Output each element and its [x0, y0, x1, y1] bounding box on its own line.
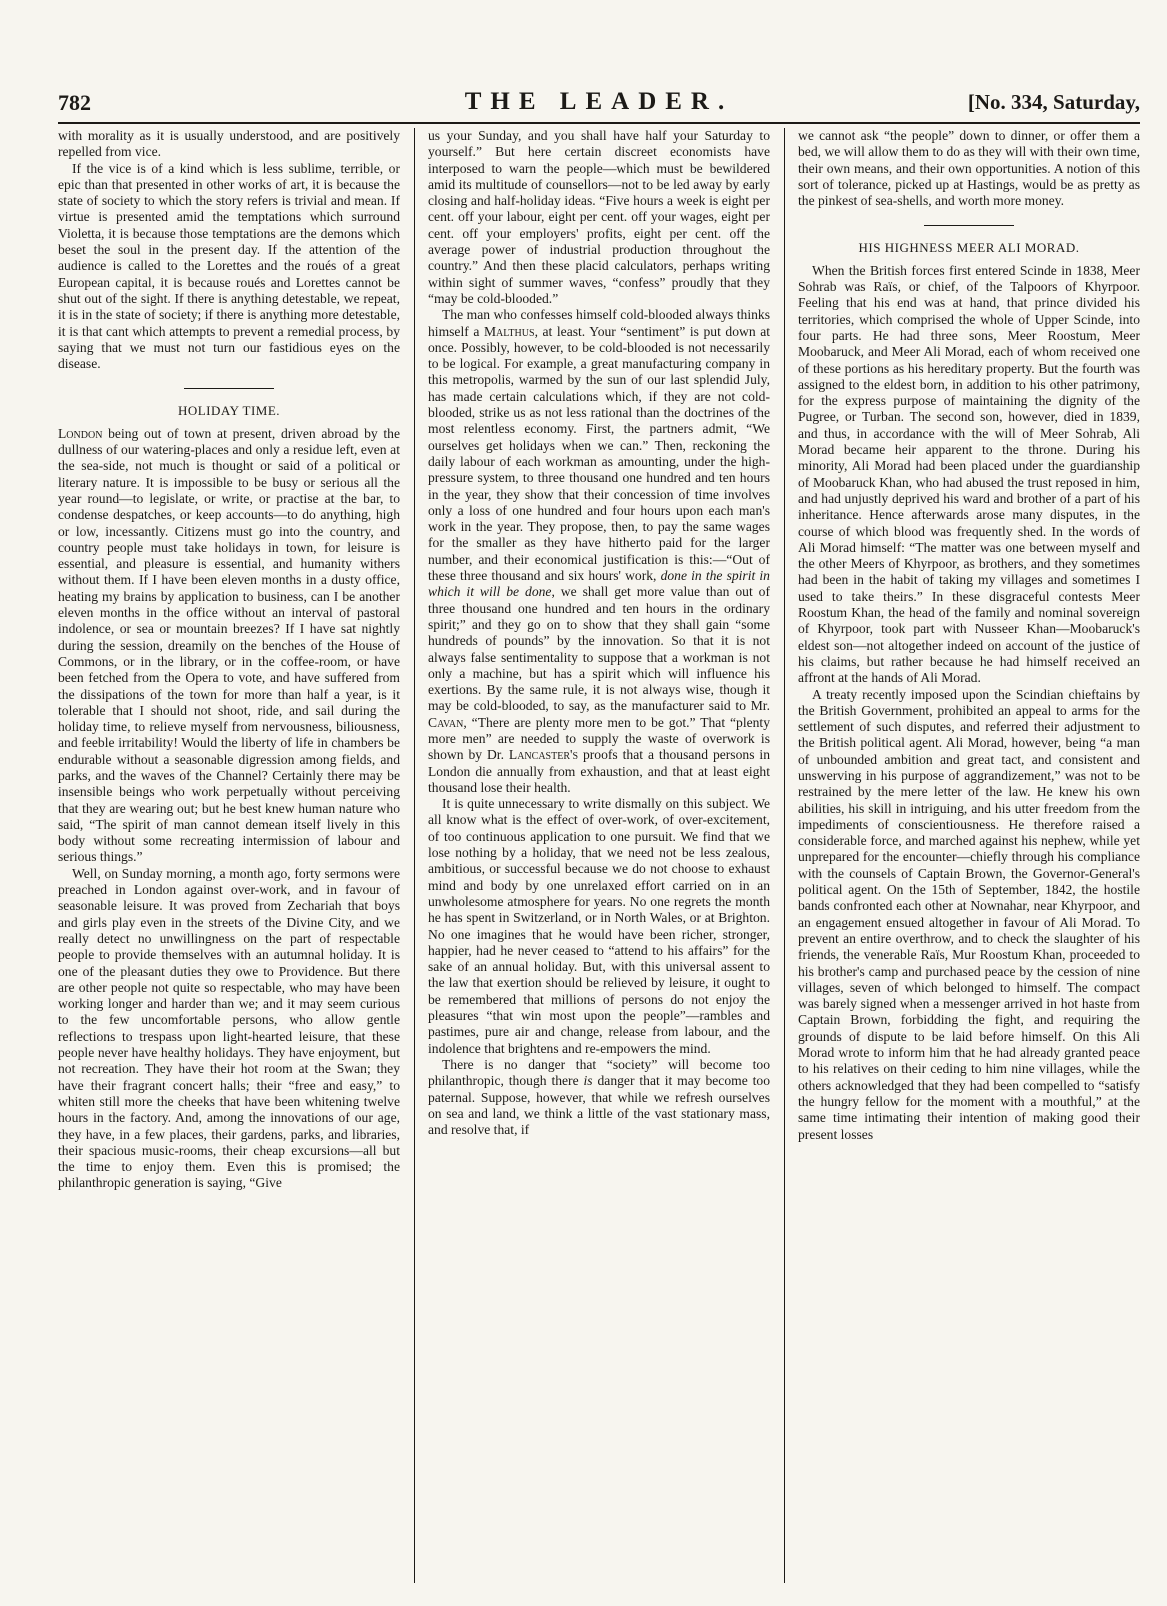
paragraph — [428, 307, 770, 796]
paragraph-text: There is no danger that “society” will become too philanthropic, though there — [428, 1056, 770, 1089]
paragraph-text: , we shall get more value than out of three thousand one hundred and ten hours in the ordinary spirit;” and they go on to show that they shall gain “some hundreds of pounds” by the innovation. So that it is not always false sentimentality to suppose that a workman is not only a machine, but has a spirit which will influence his exertions. By the same rule, it is not always wise, though it may be cold-blooded, to say, as the manufacturer said to Mr. — [428, 584, 770, 714]
paragraph — [428, 1057, 770, 1138]
paragraph — [58, 426, 400, 866]
section-divider — [924, 225, 1014, 226]
column-3 — [798, 128, 1140, 1588]
paragraph: us your Sunday, and you shall have half your Saturday to yourself.” But here certain discreet economists have interposed to warn the people—which must be bewildered amid its multitude of counsellors—not to be led away by early closing and half-holiday ideas. “Five hours a week is eight per cent. off your labour, eight per cent. off your wages, eight per cent. off your employers' profits, eight per cent. off the average power of industrial production throughout the country.” And then these placid calculators, perhaps writing within sight of summer waves, “confess” proudly that they “may be cold-blooded.” — [428, 128, 770, 306]
paragraph: When the British forces first entered Scinde in 1838, Meer Sohrab was Raïs, or chief, of the Talpoors of Khyrpoor. Feeling that his end was at hand, that prince divided his territories, which comprised the whole of Upper Scinde, into four parts. He had three sons, Meer Roostum, Meer Moobaruck, and Meer Ali Morad, each of whom received one of these portions as his hereditary property. But the fourth was assigned to the eldest born, in addition to his other patrimony, for the express purpose of maintaining the dignity of the Pugree, or Turban. The second son, however, died in 1839, and thus, in accordance with the will of Meer Sohrab, Ali Morad became heir apparent to the throne. During his minority, Ali Morad had been placed under the guardianship of Moobaruck Khan, who had abused the trust reposed in him, and had unjustly deprived his ward and brother of a part of his inheritance. Hence afterwards arose many disputes, in the course of which blood was frequently shed. In the words of Ali Morad himself: “The matter was one between myself and the other Meers of Khyrpoor, as brothers, and they sometimes had been in the habit of taking my villages and sometimes I used to take theirs.” In these disgraceful contests Meer Roostum Khan, the head of the family and nominal sovereign of Khyrpoor, took part with Nusseer Khan—Moobaruck's eldest son—not altogether indeed on account of the justice of his claims, but rather because he had himself received an affront at the hands of Ali Morad. — [798, 262, 1140, 686]
name-lancaster: Lancaster's — [508, 747, 579, 763]
paragraph: we cannot ask “the people” down to dinner, or offer them a bed, we will allow them to do as they will with their own time, their own means, and their own opportunities. A notion of this sort of tolerance, picked up at Hastings, would be as pretty as the pinkest of sea-shells, and worth more money. — [798, 128, 1140, 209]
paragraph-text: being out of town at present, driven abroad by the dullness of our watering-places and only a residue left, even at the sea-side, not much is thought or said of a political or literary nature. It is impossible to be busy or serious all the year round—to legislate, or write, or practise at the bar, to condense despatches, or keep accounts—to do anything, high or low, incessantly. Citizens must go into the country, and country people must take holidays in town, for leisure is essential, and pleasure is essential, and humanity withers without them. If I have been eleven months in a dusty office, heating my brains by application to business, can I be another eleven months in the office without an interval of pastoral indolence, or sea or mountain breezes? If I have sat nightly during the session, dreamily on the benches of the House of Commons, or in the library, or in the coffee-room, or have been fetched from the Opera to vote, and have suffered from the dissipations of the town for more than half a year, is it tolerable that I should not shoot, ride, and sail during the holiday time, to relieve myself from nervousness, biliousness, and feeble irritability! Would the liberty of life in chambers be endurable without a seasonable digression among fields, and parks, and the waves of the Channel? Certainly there may be insensible beings who work perpetually without perceiving that they are wearing out; but he best knew human nature who said, “The spirit of man cannot demean itself lively in this body without some recreating intermission of labour and serious things.” — [58, 425, 400, 865]
paragraph-text: proofs that a thousand persons in London die annually from exhaustion, and that at least eight thousand lose their health. — [428, 747, 770, 795]
masthead — [58, 82, 1140, 124]
newspaper-title: THE LEADER. — [464, 88, 734, 115]
column-rule — [414, 128, 415, 1583]
paragraph: Well, on Sunday morning, a month ago, forty sermons were preached in London against over-work, and in favour of seasonable leisure. It was proved from Zechariah that boys and girls play even in the streets of the Divine City, and we really detect no unwillingness on the part of respectable people to provide themselves with an autumnal holiday. It is one of the pleasant duties they owe to Providence. But there are other people not quite so respectable, who may have been working longer and harder than we; and it may seem curious to the few uncomfortable persons, who allow gentle reflections to trespass upon light-hearted leisure, that these people never have healthy holidays. They have enjoyment, but not recreation. They have their hot room at the Swan; they have their fragrant concert halls; their “free and easy,” to whiten still more the cheeks that have been whitening twelve hours in the factory. And, among the innovations of our age, they have, in a few places, their gardens, parks, and libraries, their spacious music-rooms, their cheap excursions—all but the time to enjoy them. Even this is promised; the philanthropic generation is saying, “Give — [58, 865, 400, 1191]
column-2 — [428, 128, 770, 1588]
lead-word: London — [58, 425, 103, 441]
article-heading-holiday-time: HOLIDAY TIME. — [177, 403, 281, 419]
section-divider — [184, 388, 274, 389]
column-1 — [58, 128, 400, 1588]
page-number: 782 — [58, 90, 91, 115]
article-heading-meer-ali-morad: HIS HIGHNESS MEER ALI MORAD. — [858, 240, 1080, 256]
issue-info: [No. 334, Saturday, — [967, 90, 1140, 114]
paragraph: It is quite unnecessary to write dismally on this subject. We all know what is the effect of over-work, of over-excitement, of too continuous application to one pursuit. We find that we lose nothing by a holiday, that we need not be less zealous, ambitious, or successful because we do not choose to exhaust mind and body by one unrelaxed effort carried on in an unwholesome atmosphere for years. No one regrets the month he has spent in Switzerland, or in North Wales, or at Brighton. No one imagines that he would have been richer, stronger, happier, had he never ceased to “attend to his affairs” for the sake of an annual holiday. But, with this universal assent to the law that exertion should be relieved by leisure, it ought to be remembered that millions of persons do not enjoy the pleasures “that win most upon the people”—rambles and pastimes, pure air and change, release from labour, and the indolence that brightens and re-empowers the mind. — [428, 796, 770, 1056]
paragraph: with morality as it is usually understood, and are positively repelled from vice. — [58, 128, 400, 160]
name-cavan: Cavan — [428, 714, 464, 730]
emphasis: is — [583, 1073, 593, 1089]
name-malthus: Malthus — [483, 323, 535, 339]
paragraph-text: , at least. Your “sentiment” is put down at once. Possibly, however, to be cold-blooded is not necessarily to be logical. For example, a great manufacturing company in this metropolis, warmed by the sun of our last splendid July, has made certain calculations which, if they are not cold-blooded, strike us as not less rational than the doctrines of the most relentless economy. First, the partners admit, “We ourselves get holidays when we can.” Then, reckoning the daily labour of each workman as amounting, under the high-pressure system, to three thousand one hundred and ten hours in the year, they show that their concession of time involves only a loss of one hundred and four hours upon each man's work in the year. They propose, then, to pay the same wages for the smaller as they have hitherto paid for the larger number, and their economical justification is this:—“Out of these three thousand and six hours' work, — [428, 323, 770, 584]
column-rule — [784, 128, 785, 1583]
paragraph-text: The man who confesses himself cold-blooded always thinks himself a — [428, 307, 770, 339]
article-columns — [58, 128, 1140, 1588]
paragraph-text: danger that it may become too paternal. Suppose, however, that while we refresh ourselves on sea and land, we think a little of the vast stationary mass, and resolve that, if — [428, 1073, 770, 1138]
paragraph: If the vice is of a kind which is less sublime, terrible, or epic than that presented in other works of art, it is because the state of society to which the story refers is trivial and mean. If virtue is presented amid the temptations which surround Violetta, it is because those temptations are the demons which beset the soul in the present day. If the attention of the audience is called to the Lorettes and the roués of a great European capital, it is because roués and Lorettes cannot be shut out of the sight. If there is anything detestable, we repeat, it is in the state of society; if there is anything more detestable, it is that cant which attempts to prevent a remedial process, by saying that we must not turn our fastidious eyes on the disease. — [58, 160, 400, 372]
emphasis: done in the spirit in which it will be done — [428, 568, 770, 600]
paragraph-text: , “There are plenty more men to be got.” That “plenty more men” are needed to supply the waste of overwork is shown by Dr. — [428, 714, 770, 763]
paragraph: A treaty recently imposed upon the Scindian chieftains by the British Government, prohibited an appeal to arms for the settlement of such disputes, and referred their adjustment to the British political agent. Ali Morad, however, being “a man of unbounded ambition and great tact, and consistent and unswerving in his purpose of aggrandizement,” was not to be restrained by the mere letter of the law. He knew his own abilities, his skill in intriguing, and his utter freedom from the impediments of conscientiousness. He therefore raised a considerable force, and marched against his nephew, while yet unprepared for the encounter—chiefly through his compliance with the counsels of Captain Brown, the Governor-General's political agent. On the 15th of September, 1842, the hostile bands confronted each other at Nownahar, near Khyrpoor, and an engagement ensued altogether in favour of Ali Morad. To prevent an entire overthrow, and to check the slaughter of his friends, the venerable Raïs, Mur Roostum Khan, proceeded to his brother's camp and purchased peace by the cession of nine villages, seven of which belonged to himself. The compact was barely signed when a messenger arrived in hot haste from Captain Brown, forbidding the fight, and requiring the grounds of dispute to be laid before himself. On this Ali Morad wrote to inform him that he had already granted peace to his relatives on their ceding to him nine villages, while the others acknowledged that they had been compelled to “satisfy the hungry fellow for the moment with a mouthful,” at the same time intimating their intention of making good their present losses — [798, 686, 1140, 1142]
